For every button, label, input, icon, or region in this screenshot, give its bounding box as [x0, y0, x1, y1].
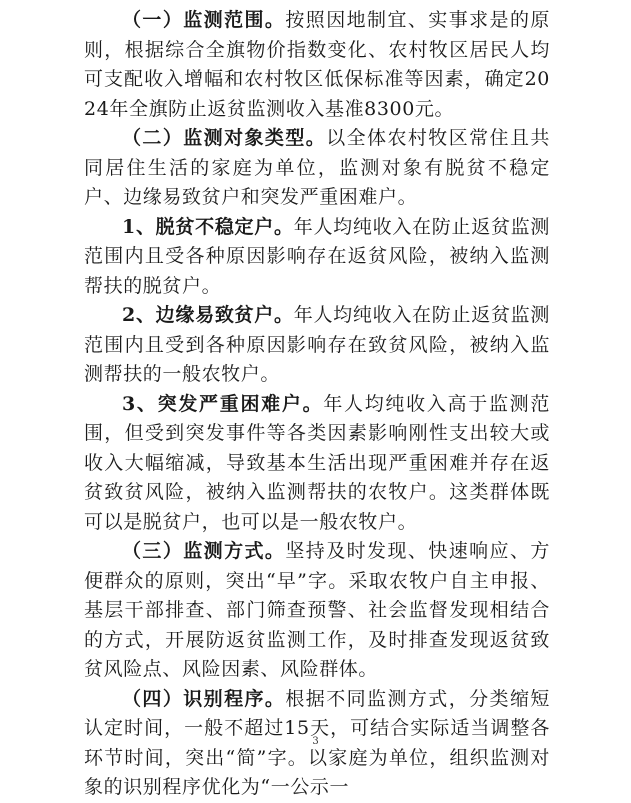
paragraph-heading: （四）识别程序。: [122, 687, 286, 710]
paragraph-text: 根据不同监测方式，分类缩短认定时间，一般不超过15天，可结合实际适当调整各环节时间，突出“简”字。以家庭为单位，组织监测对象的识别程序优化为“一公示一: [84, 687, 550, 798]
paragraph-heading: （三）监测方式。: [122, 540, 286, 562]
paragraph-heading: （二）监测对象类型。: [122, 127, 327, 149]
paragraph-heading: （一）监测范围。: [122, 9, 286, 31]
paragraph-text: 坚持及时发现、快速响应、方便群众的原则，突出“早”字。采取农牧户自主申报、基层干部排查、部门筛查预警、社会监督发现相结合的方式，开展防返贫监测工作，及时排查发现返贫致贫风险点、风险因素、风险群体。: [84, 540, 550, 680]
paragraph-text: 年人均纯收入在防止返贫监测范围内且受各种原因影响存在返贫风险，被纳入监测帮扶的脱贫户。: [84, 215, 550, 297]
paragraph-heading: 3、突发严重困难户。: [122, 392, 324, 415]
paragraph-text: 以全体农村牧区常住且共同居住生活的家庭为单位，监测对象有脱贫不稳定户、边缘易致贫户和突发严重困难户。: [84, 127, 550, 208]
paragraph-text: 按照因地制宜、实事求是的原则，根据综合全旗物价指数变化、农村牧区居民人均可支配收入增幅和农村牧区低保标准等因素，确定2024年全旗防止返贫监测收入基准8300元。: [84, 9, 550, 120]
paragraph-unstable-households: [84, 213, 550, 302]
paragraph-monitoring-scope: [84, 6, 550, 124]
paragraph-heading: 1、脱贫不稳定户。: [122, 215, 294, 238]
paragraph-sudden-hardship-households: [84, 390, 550, 538]
paragraph-monitoring-types: [84, 124, 550, 213]
page-number: 3: [312, 736, 319, 747]
paragraph-monitoring-method: [84, 537, 550, 685]
paragraph-edge-households: [84, 301, 550, 390]
paragraph-text: 年人均纯收入高于监测范围，但受到突发事件等各类因素影响刚性支出较大或收入大幅缩减，导致基本生活出现严重困难并存在返贫致贫风险，被纳入监测帮扶的农牧户。这类群体既可以是脱贫户，也可以是一般农牧户。: [84, 392, 550, 533]
paragraph-text: 年人均纯收入在防止返贫监测范围内且受到各种原因影响存在致贫风险，被纳入监测帮扶的一般农牧户。: [84, 304, 550, 385]
paragraph-heading: 2、边缘易致贫户。: [122, 304, 294, 326]
document-body: [84, 6, 550, 803]
